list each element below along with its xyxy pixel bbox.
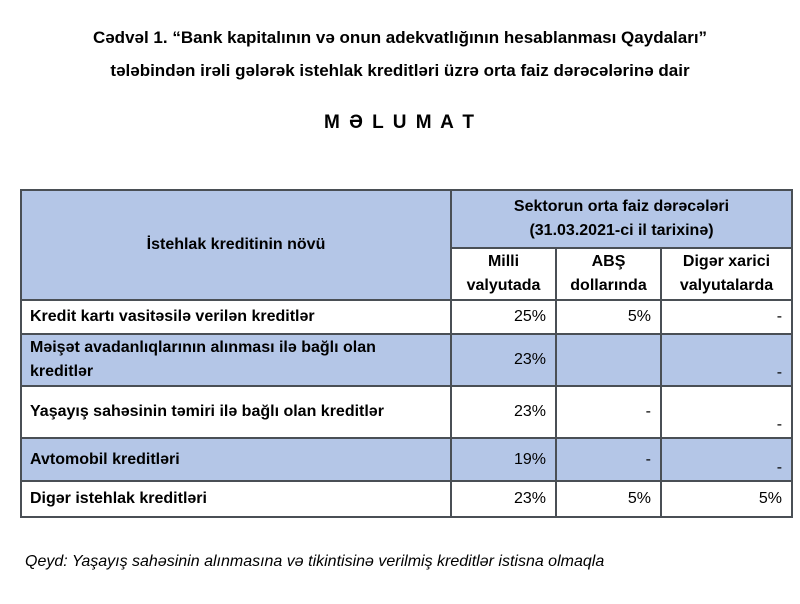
- table-row: [21, 386, 792, 438]
- table-group-header-row: [21, 190, 792, 248]
- other-rate-cell: -: [661, 334, 792, 386]
- footnote: Qeyd: Yaşayış sahəsinin alınmasına və tikintisinə verilmiş kreditlər istisna olmaqla: [25, 553, 605, 570]
- credit-type-cell: Digər istehlak kreditləri: [21, 481, 451, 517]
- usd-rate-cell: -: [556, 438, 661, 481]
- interest-rates-table: [20, 189, 793, 518]
- credit-type-cell: Avtomobil kreditləri: [21, 438, 451, 481]
- other-rate-cell: -: [661, 300, 792, 334]
- milli-rate-cell: 23%: [451, 386, 556, 438]
- table-row: [21, 300, 792, 334]
- table-row: [21, 438, 792, 481]
- usd-rate-cell: -: [556, 386, 661, 438]
- usd-rate-cell: [556, 334, 661, 386]
- sector-rates-group-header-line2: (31.03.2021-ci il tarixinə): [529, 222, 714, 239]
- document-title: [0, 21, 800, 87]
- melumat-heading: M Ə L U M A T: [323, 112, 477, 133]
- milli-rate-cell: 19%: [451, 438, 556, 481]
- credit-type-cell: Məişət avadanlıqlarının alınması ilə bağlı olan kreditlər: [21, 334, 451, 386]
- column-header-usd: ABŞ dollarında: [556, 248, 661, 300]
- credit-type-cell: Kredit kartı vasitəsilə verilən kreditlər: [21, 300, 451, 334]
- document-title-line2: tələbindən irəli gələrək istehlak kreditləri üzrə orta faiz dərəcələrinə dair: [110, 61, 690, 80]
- milli-rate-cell: 25%: [451, 300, 556, 334]
- sector-rates-group-header: [451, 190, 792, 248]
- column-header-milli: Milli valyutada: [451, 248, 556, 300]
- document-title-line1: Cədvəl 1. “Bank kapitalının və onun adekvatlığının hesablanması Qaydaları”: [92, 28, 708, 47]
- milli-rate-cell: 23%: [451, 334, 556, 386]
- usd-rate-cell: 5%: [556, 481, 661, 517]
- other-rate-cell: 5%: [661, 481, 792, 517]
- other-rate-cell: -: [661, 438, 792, 481]
- column-header-other-currency: Digər xarici valyutalarda: [661, 248, 792, 300]
- type-column-header: İstehlak kreditinin növü: [21, 190, 451, 300]
- credit-type-cell: Yaşayış sahəsinin təmiri ilə bağlı olan kreditlər: [21, 386, 451, 438]
- table-row: [21, 481, 792, 517]
- table-row: [21, 334, 792, 386]
- other-rate-cell: -: [661, 386, 792, 438]
- usd-rate-cell: 5%: [556, 300, 661, 334]
- sector-rates-group-header-line1: Sektorun orta faiz dərəcələri: [513, 198, 730, 215]
- milli-rate-cell: 23%: [451, 481, 556, 517]
